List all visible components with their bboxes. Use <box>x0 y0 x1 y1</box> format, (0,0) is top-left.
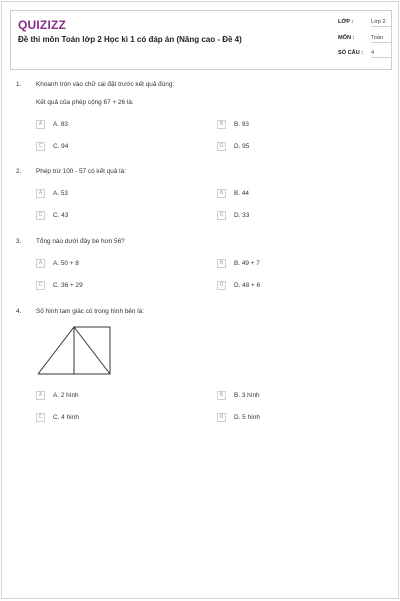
question-subtext: Kết quả của phép cộng 67 + 26 là: <box>36 99 134 106</box>
question-number: 2. <box>16 168 22 175</box>
option-letter-box[interactable]: D <box>217 211 226 220</box>
grade-label: LỚP : <box>338 19 354 25</box>
option-letter-box[interactable]: B <box>217 120 226 129</box>
figure-diagonal <box>74 327 110 374</box>
option-text[interactable]: C. 94 <box>53 143 69 150</box>
option-text[interactable]: D. 48 + 6 <box>234 282 261 289</box>
question-text: Số hình tam giác có trong hình bên là: <box>36 308 145 315</box>
option-text[interactable]: B. 44 <box>234 190 249 197</box>
option-text[interactable]: D. 33 <box>234 212 250 219</box>
question-count-label: SỐ CÂU : <box>338 50 364 56</box>
question-text: Phép trừ 100 - 57 có kết quả là: <box>36 168 126 175</box>
option-letter-box[interactable]: A <box>36 391 45 400</box>
subject-label: MÔN : <box>338 35 355 41</box>
question-number: 1. <box>16 81 22 88</box>
option-letter-box[interactable]: C <box>36 211 45 220</box>
option-letter-box[interactable]: C <box>36 413 45 422</box>
question-number: 3. <box>16 238 22 245</box>
option-text[interactable]: C. 4 hình <box>53 414 79 421</box>
option-letter-box[interactable]: D <box>217 281 226 290</box>
option-text[interactable]: A. 2 hình <box>53 392 79 399</box>
quizizz-logo: QUIZIZZ <box>18 18 67 32</box>
option-text[interactable]: A. 50 + 8 <box>53 260 79 267</box>
option-letter-box[interactable]: C <box>36 142 45 151</box>
question-number: 4. <box>16 308 22 315</box>
question-text: Khoanh tròn vào chữ cái đặt trước kết quả đúng: <box>36 81 175 88</box>
page-title: Đề thi môn Toán lớp 2 Học kì 1 có đáp án (Nâng cao - Đề 4) <box>18 35 242 44</box>
triangle-figure <box>37 326 113 376</box>
option-text[interactable]: C. 43 <box>53 212 69 219</box>
option-letter-box[interactable]: C <box>36 281 45 290</box>
option-text[interactable]: B. 49 + 7 <box>234 260 260 267</box>
option-letter-box[interactable]: D <box>217 142 226 151</box>
option-text[interactable]: A. 53 <box>53 190 68 197</box>
option-letter-box[interactable]: A <box>36 120 45 129</box>
worksheet-header <box>10 10 392 70</box>
question-text: Tổng nào dưới đây bé hơn 56? <box>36 238 125 245</box>
option-letter-box[interactable]: D <box>217 413 226 422</box>
option-letter-box[interactable]: B <box>217 259 226 268</box>
option-text[interactable]: B. 93 <box>234 121 249 128</box>
option-letter-box[interactable]: A <box>36 259 45 268</box>
worksheet-page <box>1 1 399 599</box>
option-letter-box[interactable]: A <box>36 189 45 198</box>
subject-value: Toán <box>371 35 391 43</box>
option-letter-box[interactable]: B <box>217 391 226 400</box>
option-letter-box[interactable]: B <box>217 189 226 198</box>
option-text[interactable]: A. 83 <box>53 121 68 128</box>
option-text[interactable]: C. 36 + 29 <box>53 282 83 289</box>
option-text[interactable]: D. 5 hình <box>234 414 260 421</box>
question-count-value: 4 <box>371 50 391 58</box>
option-text[interactable]: B. 3 hình <box>234 392 260 399</box>
option-text[interactable]: D. 95 <box>234 143 250 150</box>
grade-value: Lớp 2 <box>371 19 391 27</box>
figure-left-edge <box>38 327 74 374</box>
